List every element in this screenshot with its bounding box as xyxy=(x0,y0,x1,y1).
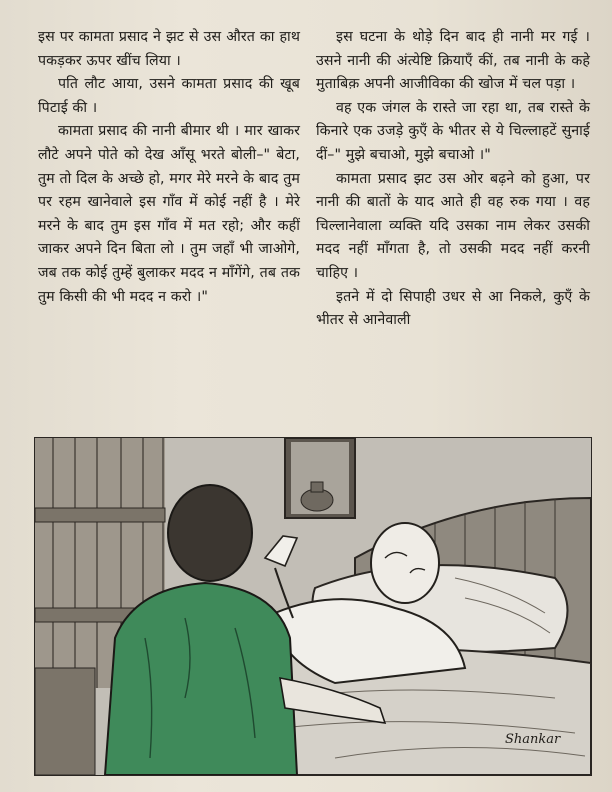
story-paragraph: पति लौट आया, उसने कामता प्रसाद की खूब पिटाई की । xyxy=(38,76,300,116)
story-paragraph: इस पर कामता प्रसाद ने झट से उस औरत का हाथ पकड़कर ऊपर खींच लिया । xyxy=(38,29,300,69)
story-illustration xyxy=(34,437,592,776)
right-text-column xyxy=(316,26,590,333)
left-text-column xyxy=(38,26,300,309)
wall-niche xyxy=(285,438,355,518)
story-paragraph: इतने में दो सिपाही उधर से आ निकले, कुएँ के भीतर से आनेवाली xyxy=(316,288,590,329)
story-paragraph: कामता प्रसाद झट उस ओर बढ़ने को हुआ, पर नानी की बातों के याद आते ही वह रुक गया । वह चिल्लानेवाला व्यक्ति यदि उसका नाम लेकर उसकी मदद नहीं माँगता है, तो उसकी मदद नहीं करनी चाहिए । xyxy=(316,170,590,281)
story-paragraph: कामता प्रसाद की नानी बीमार थी । मार खाकर लौटे अपने पोते को देख आँसू भरते बोली–" बेटा, तुम तो दिल के अच्छे हो, मगर मेरे मरने के बाद तुम पर रहम खानेवाले इस गाँव में कोई नहीं है । मेरे मरने के बाद तुम इस गाँव में मत रहो; और कहीं जाकर अपने दिन बिता लो । तुम जहाँ भी जाओगे, जब तक कोई तुम्हें बुलाकर मदद न माँगेंगे, तब तक तुम किसी की भी मदद न करो ।" xyxy=(38,123,300,305)
story-paragraph: वह एक जंगल के रास्ते जा रहा था, तब रास्ते के किनारे एक उजड़े कुएँ के भीतर से ये चिल्लाहटें सुनाई दीं–" मुझे बचाओ, मुझे बचाओ ।" xyxy=(316,99,590,163)
illustration-scene xyxy=(35,438,591,775)
story-paragraph: इस घटना के थोड़े दिन बाद ही नानी मर गई । उसने नानी की अंत्येष्टि क्रियाएँ कीं, तब नानी के कहे मुताबिक़ अपनी आजीविका की खोज में चल पड़ा । xyxy=(316,29,590,93)
artist-signature: Shankar xyxy=(505,732,561,747)
